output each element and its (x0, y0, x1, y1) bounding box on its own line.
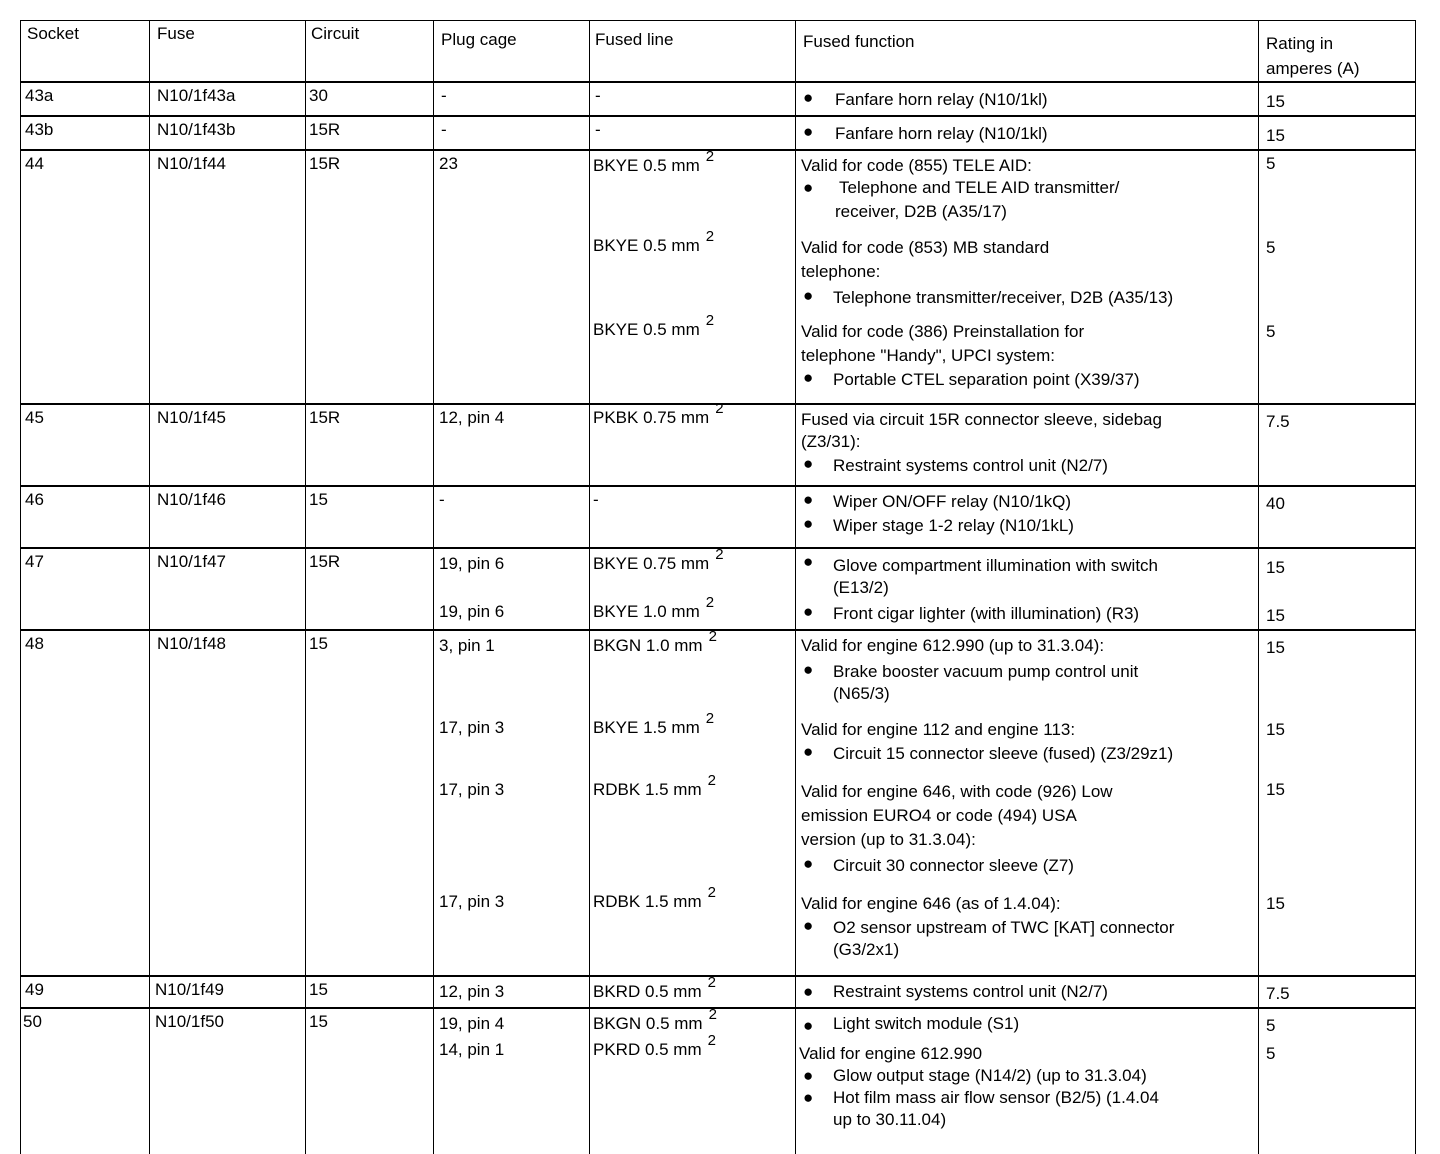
function-text: Portable CTEL separation point (X39/37) (833, 370, 1140, 389)
bullet: ● (803, 490, 814, 509)
function-text: Wiper ON/OFF relay (N10/1kQ) (833, 492, 1072, 511)
cell-circuit: 15 (309, 1012, 328, 1031)
function-text: Valid for code (855) TELE AID: (801, 156, 1032, 175)
cell-socket: 50 (23, 1012, 42, 1031)
cell-circuit: 15 (309, 980, 328, 999)
bullet: ● (803, 602, 814, 621)
cell-fuse: N10/1f44 (157, 154, 226, 173)
cell-plug: 17, pin 3 (439, 718, 505, 737)
cell-fuse: N10/1f43b (157, 120, 236, 139)
function-text: Brake booster vacuum pump control unit (833, 662, 1139, 681)
cell-rating: 15 (1266, 126, 1285, 145)
cell-socket: 43b (25, 120, 54, 139)
cell-socket: 48 (25, 634, 44, 653)
bullet: ● (803, 1016, 814, 1035)
cell-fuse: N10/1f47 (157, 552, 226, 571)
bullet: ● (803, 368, 814, 387)
function-text: Valid for code (386) Preinstallation for (801, 322, 1085, 341)
function-text: receiver, D2B (A35/17) (835, 202, 1007, 221)
cell-line: BKYE 0.75 mm 2 (593, 546, 724, 573)
function-text: Front cigar lighter (with illumination) (R3) (833, 604, 1140, 623)
function-text: Valid for engine 646, with code (926) Low (801, 782, 1113, 801)
cell-circuit: 30 (309, 86, 328, 105)
bullet: ● (803, 1066, 814, 1085)
cell-fuse: N10/1f46 (157, 490, 226, 509)
function-text: emission EURO4 or code (494) USA (801, 806, 1077, 825)
cell-fuse: N10/1f49 (155, 980, 224, 999)
function-text: Fused via circuit 15R connector sleeve, sidebag (801, 410, 1162, 429)
function-text: Telephone transmitter/receiver, D2B (A35/13) (833, 288, 1174, 307)
cell-rating: 15 (1266, 780, 1285, 799)
header-fused-line: Fused line (595, 30, 674, 49)
cell-rating: 5 (1266, 1016, 1276, 1035)
cell-socket: 45 (25, 408, 44, 427)
header-plug-cage: Plug cage (441, 30, 517, 49)
function-text: Restraint systems control unit (N2/7) (833, 982, 1108, 1001)
header-socket: Socket (27, 24, 79, 43)
bullet: ● (803, 514, 814, 533)
function-text: Telephone and TELE AID transmitter/ (839, 178, 1120, 197)
cell-line: BKGN 1.0 mm 2 (593, 628, 717, 655)
cell-rating: 15 (1266, 558, 1285, 577)
function-text: Hot film mass air flow sensor (B2/5) (1.4.04 (833, 1088, 1159, 1107)
cell-circuit: 15R (309, 154, 341, 173)
table-row-49 (20, 976, 1416, 1008)
function-text: Valid for engine 646 (as of 1.4.04): (801, 894, 1061, 913)
cell-plug: 19, pin 6 (439, 554, 505, 573)
cell-line: - (593, 490, 599, 509)
bullet: ● (803, 552, 814, 571)
function-text: (N65/3) (833, 684, 890, 703)
cell-plug: 19, pin 4 (439, 1014, 505, 1033)
cell-rating: 40 (1266, 494, 1285, 513)
function-text: Circuit 30 connector sleeve (Z7) (833, 856, 1074, 875)
cell-line: BKYE 1.5 mm 2 (593, 710, 715, 737)
cell-circuit: 15R (309, 120, 341, 139)
cell-plug: - (441, 86, 447, 105)
function-text: Valid for engine 112 and engine 113: (801, 720, 1076, 739)
cell-socket: 44 (25, 154, 44, 173)
cell-line: BKYE 0.5 mm 2 (593, 228, 715, 255)
cell-line: BKRD 0.5 mm 2 (593, 974, 716, 1001)
cell-circuit: 15R (309, 408, 341, 427)
table-row-47 (20, 548, 1416, 630)
cell-rating: 15 (1266, 720, 1285, 739)
function-text: Glove compartment illumination with switch (833, 556, 1159, 575)
cell-plug: - (439, 490, 445, 509)
cell-fuse: N10/1f43a (157, 86, 236, 105)
cell-rating: 15 (1266, 638, 1285, 657)
cell-function: Fanfare horn relay (N10/1kl) (835, 90, 1048, 109)
function-text: Glow output stage (N14/2) (up to 31.3.04) (833, 1066, 1147, 1085)
bullet: ● (803, 178, 814, 197)
cell-line: BKYE 0.5 mm 2 (593, 148, 715, 175)
bullet: ● (803, 1088, 814, 1107)
function-text: version (up to 31.3.04): (801, 830, 976, 849)
cell-plug: 23 (439, 154, 458, 173)
cell-fuse: N10/1f45 (157, 408, 226, 427)
cell-fuse: N10/1f50 (155, 1012, 224, 1031)
function-text: (G3/2x1) (833, 940, 900, 959)
cell-plug: 12, pin 4 (439, 408, 505, 427)
cell-socket: 49 (25, 980, 44, 999)
function-text: up to 30.11.04) (833, 1110, 947, 1129)
function-text: Restraint systems control unit (N2/7) (833, 456, 1108, 475)
cell-rating: 5 (1266, 154, 1276, 173)
bullet: ● (803, 454, 814, 473)
table-row-50 (20, 1008, 1416, 1154)
cell-rating: 7.5 (1266, 412, 1290, 431)
cell-function: Fanfare horn relay (N10/1kl) (835, 124, 1048, 143)
function-text: Valid for code (853) MB standard (801, 238, 1050, 257)
cell-rating: 5 (1266, 322, 1276, 341)
function-text: telephone "Handy", UPCI system: (801, 346, 1055, 365)
cell-circuit: 15 (309, 634, 328, 653)
cell-line: PKRD 0.5 mm 2 (593, 1032, 716, 1059)
cell-line: RDBK 1.5 mm 2 (593, 884, 716, 911)
table-row-44 (20, 150, 1416, 404)
function-text: telephone: (801, 262, 881, 281)
cell-line: BKYE 0.5 mm 2 (593, 312, 715, 339)
cell-fuse: N10/1f48 (157, 634, 226, 653)
cell-rating: 15 (1266, 606, 1285, 625)
bullet: ● (803, 286, 814, 305)
function-text: Wiper stage 1-2 relay (N10/1kL) (833, 516, 1074, 535)
cell-rating: 5 (1266, 238, 1276, 257)
header-circuit: Circuit (311, 24, 360, 43)
function-text: (E13/2) (833, 578, 889, 597)
cell-rating: 5 (1266, 1044, 1276, 1063)
function-text: O2 sensor upstream of TWC [KAT] connector (833, 918, 1175, 937)
bullet: ● (803, 982, 814, 1001)
cell-line: RDBK 1.5 mm 2 (593, 772, 716, 799)
cell-plug: 17, pin 3 (439, 780, 505, 799)
bullet: ● (803, 742, 814, 761)
table-row-43b (20, 116, 1416, 150)
cell-circuit: 15 (309, 490, 328, 509)
cell-plug: 12, pin 3 (439, 982, 505, 1001)
cell-rating: 15 (1266, 894, 1285, 913)
cell-socket: 46 (25, 490, 44, 509)
function-text: Circuit 15 connector sleeve (fused) (Z3/29z1) (833, 744, 1174, 763)
cell-plug: - (441, 120, 447, 139)
cell-line: - (595, 120, 601, 139)
header-rating-unit: amperes (A) (1266, 59, 1360, 78)
function-text: Valid for engine 612.990 (799, 1044, 983, 1063)
cell-rating: 15 (1266, 92, 1285, 111)
cell-plug: 17, pin 3 (439, 892, 505, 911)
cell-socket: 47 (25, 552, 44, 571)
table-header (20, 20, 1416, 82)
function-text: (Z3/31): (801, 432, 861, 451)
bullet: ● (803, 660, 814, 679)
cell-rating: 7.5 (1266, 984, 1290, 1003)
bullet: ● (803, 88, 814, 107)
cell-circuit: 15R (309, 552, 341, 571)
cell-plug: 19, pin 6 (439, 602, 505, 621)
table-row-43a (20, 82, 1416, 116)
cell-line: BKYE 1.0 mm 2 (593, 594, 715, 621)
header-fused-function: Fused function (803, 32, 915, 51)
header-rating: Rating in (1266, 34, 1334, 53)
cell-socket: 43a (25, 86, 54, 105)
function-text: Light switch module (S1) (833, 1014, 1020, 1033)
header-fuse: Fuse (157, 24, 195, 43)
cell-line: - (595, 86, 601, 105)
cell-plug: 14, pin 1 (439, 1040, 505, 1059)
bullet: ● (803, 916, 814, 935)
bullet: ● (803, 122, 814, 141)
table-row-48 (20, 630, 1416, 976)
table-row-45 (20, 400, 1416, 486)
table-row-46 (20, 486, 1416, 548)
cell-line: PKBK 0.75 mm 2 (593, 400, 724, 427)
function-text: Valid for engine 612.990 (up to 31.3.04): (801, 636, 1105, 655)
bullet: ● (803, 854, 814, 873)
cell-line: BKGN 0.5 mm 2 (593, 1006, 717, 1033)
cell-plug: 3, pin 1 (439, 636, 495, 655)
